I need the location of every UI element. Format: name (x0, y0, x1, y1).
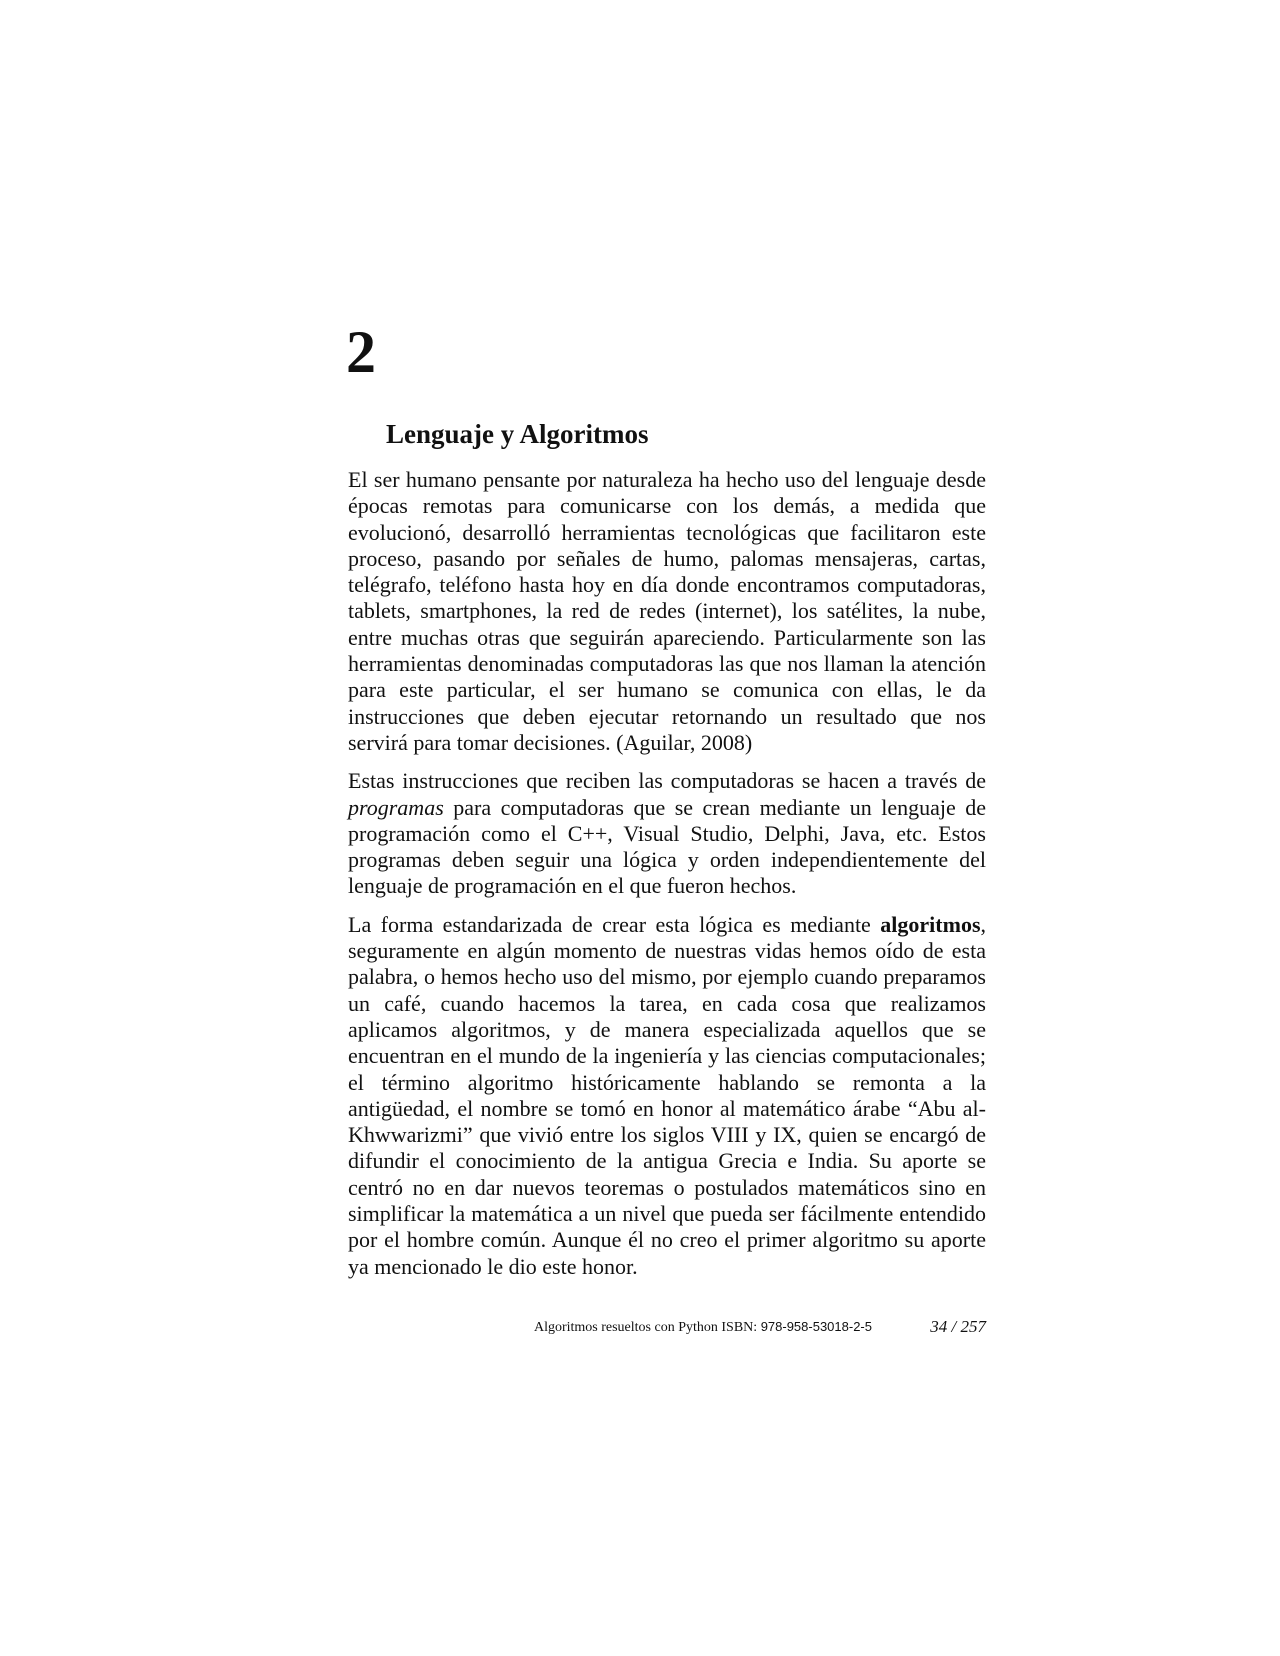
paragraph-2 (348, 768, 986, 899)
paragraph-3 (348, 912, 986, 1280)
paragraph-3-text-end: , seguramente en algún momento de nuestras vidas hemos oído de esta palabra, o hemos hecho uso del mismo, por ejemplo cuando preparamos un café, cuando hacemos la tarea, en cada cosa que realizamos aplicamos algoritmos, y de manera especializada aquellos que se encuentran en el mundo de la ingeniería y las ciencias computacionales; el término algoritmo históricamente hablando se remonta a la antigüedad, el nombre se tomó en honor al matemático árabe “Abu al-Khwwarizmi” que vivió entre los siglos VIII y IX, quien se encargó de difundir el conocimiento de la antigua Grecia e India. Su aporte se centró no en dar nuevos teoremas o postulados matemáticos sino en simplificar la matemática a un nivel que pueda ser fácilmente entendido por el hombre común. Aunque él no creo el primer algoritmo su aporte ya mencionado le dio este honor. (348, 911, 986, 1279)
page-number: 34 / 257 (930, 1317, 986, 1336)
page-footer (348, 1317, 986, 1339)
footer-book-info (534, 1319, 872, 1336)
emphasis-programas: programas (348, 794, 444, 820)
paragraph-2-text-end: para computadoras que se crean mediante un lenguaje de programación como el C++, Visual Studio, Delphi, Java, etc. Estos programas deben seguir una lógica y orden independientemente del lenguaje de programación en el que fueron hechos. (348, 794, 986, 899)
paragraph-3-text-start: La forma estandarizada de crear esta lógica es mediante (348, 911, 881, 937)
chapter-number: 2 (346, 319, 376, 385)
paragraph-2-text-start: Estas instrucciones que reciben las computadoras se hacen a través de (348, 768, 986, 794)
chapter-title: Lenguaje y Algoritmos (386, 419, 649, 449)
footer-book-title: Algoritmos resueltos con Python ISBN: (533, 1320, 761, 1335)
chapter-body (348, 467, 986, 1292)
footer-isbn: 978-958-53018-2-5 (760, 1319, 872, 1334)
bold-algoritmos: algoritmos (880, 911, 981, 937)
paragraph-1: El ser humano pensante por naturaleza ha hecho uso del lenguaje desde épocas remotas para comunicarse con los demás, a medida que evolucionó, desarrolló herramientas tecnológicas que facilitaron este proceso, pasando por señales de humo, palomas mensajeras, cartas, telégrafo, teléfono hasta hoy en día donde encontramos computadoras, tablets, smartphones, la red de redes (internet), los satélites, la nube, entre muchas otras que seguirán apareciendo. Particularmente son las herramientas denominadas computadoras las que nos llaman la atención para este particular, el ser humano se comunica con ellas, le da instrucciones que deben ejecutar retornando un resultado que nos servirá para tomar decisiones. (Aguilar, 2008) (348, 467, 986, 755)
